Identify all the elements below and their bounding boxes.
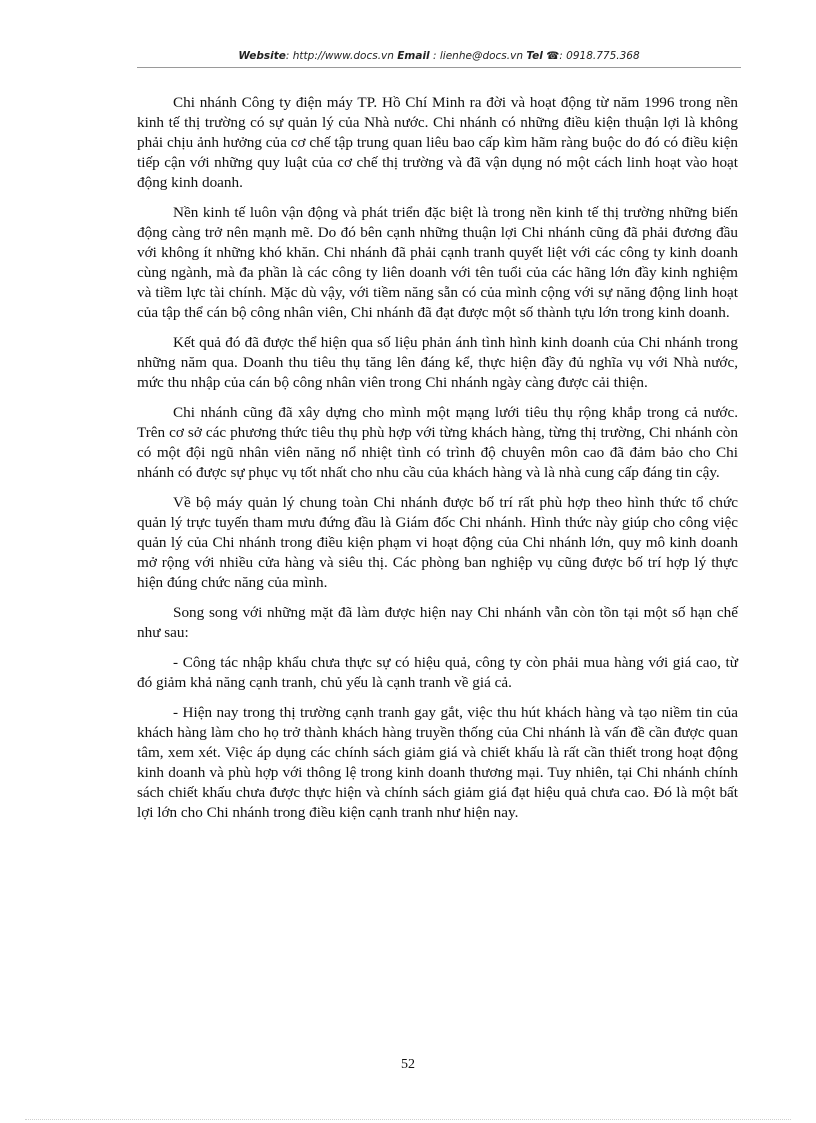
paragraph-import: - Công tác nhập khẩu chưa thực sự có hiệu quả, công ty còn phải mua hàng với giá cao, từ đó giảm khả năng cạnh tranh, chủ yếu là cạnh tranh về giá cả. <box>137 654 738 691</box>
website-label: Website <box>238 50 286 62</box>
email-label: Email <box>397 50 430 62</box>
paragraph-results: Kết quả đó đã được thể hiện qua số liệu phản ánh tình hình kinh doanh của Chi nhánh trong những năm qua. Doanh thu tiêu thụ tăng lên đáng kể, thực hiện đầy đủ nghĩa vụ với Nhà nước, mức thu nhập của cán bộ công nhân viên trong Chi nhánh ngày càng được cải thiện. <box>137 334 738 391</box>
paragraph-intro: Chi nhánh Công ty điện máy TP. Hồ Chí Minh ra đời và hoạt động từ năm 1996 trong nền kinh tế thị trường có sự quản lý của Nhà nước. Chi nhánh có những điều kiện thuận lợi là không phải chịu ảnh hưởng của cơ chế tập trung quan liêu bao cấp kìm hãm ràng buộc do đó có điều kiện tiếp cận với những quy luật của cơ chế thị trường và đã vận dụng nó một cách linh hoạt vào hoạt động kinh doanh. <box>137 94 738 191</box>
paragraph-competition: - Hiện nay trong thị trường cạnh tranh gay gắt, việc thu hút khách hàng và tạo niềm tin của khách hàng làm cho họ trở thành khách hàng truyền thống của Chi nhánh là vấn đề cần được quan tâm, xem xét. Việc áp dụng các chính sách giảm giá và chiết khấu là rất cần thiết trong hoạt động kinh doanh và phù hợp với thông lệ trong kinh doanh thương mại. Tuy nhiên, tại Chi nhánh chính sách chiết khấu chưa được thực hiện và chính sách giảm giá đạt hiệu quả chưa cao. Đó là một bất lợi lớn cho Chi nhánh trong điều kiện cạnh tranh như hiện nay. <box>137 704 738 821</box>
paragraph-network: Chi nhánh cũng đã xây dựng cho mình một mạng lưới tiêu thụ rộng khắp trong cả nước. Trên cơ sở các phương thức tiêu thụ phù hợp với từng khách hàng, từng thị trường, Chi nhánh còn có một đội ngũ nhân viên năng nổ nhiệt tình có trình độ chuyên môn cao đã đảm bảo cho Chi nhánh có được sự phục vụ tốt nhất cho nhu cầu của khách hàng và là nhà cung cấp đáng tin cậy. <box>137 404 738 481</box>
page-header <box>137 47 741 68</box>
website-value: : http://www.docs.vn <box>285 50 394 62</box>
paragraph-limitations: Song song với những mặt đã làm được hiện nay Chi nhánh vẫn còn tồn tại một số hạn chế như sau: <box>137 604 738 641</box>
paragraph-management: Về bộ máy quản lý chung toàn Chi nhánh được bố trí rất phù hợp theo hình thức tổ chức quản lý trực tuyến tham mưu đứng đầu là Giám đốc Chi nhánh. Hình thức này giúp cho công việc quản lý của Chi nhánh trong điều kiện phạm vi hoạt động của Chi nhánh lớn, quy mô kinh doanh mở rộng với nhiều cửa hàng và siêu thị. Các phòng ban nghiệp vụ cũng được bố trí hợp lý thực hiện đúng chức năng của mình. <box>137 494 738 591</box>
tel-value: : 0918.775.368 <box>559 50 640 62</box>
paragraph-economy: Nền kinh tế luôn vận động và phát triển đặc biệt là trong nền kinh tế thị trường những biến động càng trở nên mạnh mẽ. Do đó bên cạnh những thuận lợi Chi nhánh cũng đã phải đương đầu với không ít những khó khăn. Chi nhánh đã phải cạnh tranh quyết liệt với các công ty kinh doanh cùng ngành, mà đa phần là các công ty liên doanh với tên tuổi của các hãng lớn đầy kinh nghiệm và tiềm lực tài chính. Mặc dù vậy, với tiềm năng sẵn có của mình cộng với sự năng động linh hoạt của tập thể cán bộ công nhân viên, Chi nhánh đã đạt được một số thành tựu lớn trong kinh doanh. <box>137 204 738 321</box>
bottom-divider <box>25 1119 791 1120</box>
phone-icon: ☎ <box>546 50 560 62</box>
email-value: : lienhe@docs.vn <box>433 50 523 62</box>
page-number: 52 <box>401 1057 415 1072</box>
document-body <box>137 93 738 833</box>
tel-label: Tel <box>526 50 543 62</box>
